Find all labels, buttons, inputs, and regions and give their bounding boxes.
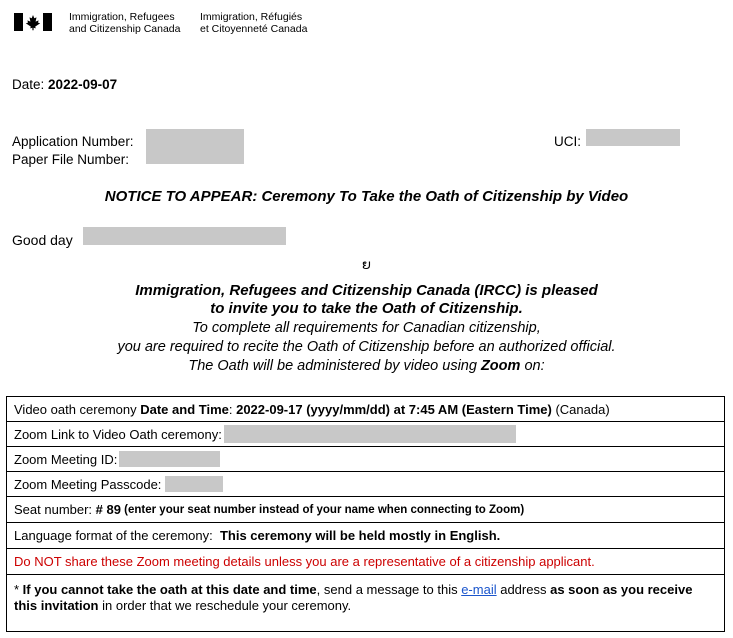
zoom-meeting-id-row <box>7 447 724 472</box>
redacted-paper-file-number <box>146 146 244 164</box>
department-name-english: Immigration, Refugees and Citizenship Canada <box>69 11 181 35</box>
intro-line-1: Immigration, Refugees and Citizenship Canada (IRCC) is pleased <box>135 282 598 299</box>
redacted-application-number <box>146 129 244 147</box>
redacted-applicant-name <box>83 227 286 245</box>
zoom-passcode-row <box>7 472 724 497</box>
date-label: Date: <box>12 77 45 92</box>
zoom-link-row <box>7 422 724 447</box>
sharing-warning-row: Do NOT share these Zoom meeting details unless you are a representative of a citizenship applicant. <box>7 549 724 575</box>
redacted-meeting-id <box>119 451 220 467</box>
greeting: Good day <box>12 232 73 248</box>
redacted-uci <box>586 129 680 146</box>
uci-label: UCI: <box>554 134 581 149</box>
date-line <box>12 77 117 92</box>
intro-line-3: To complete all requirements for Canadian citizenship, <box>192 320 541 336</box>
intro-line-2: to invite you to take the Oath of Citizenship. <box>210 300 523 317</box>
zoom-link-label: Zoom Link to Video Oath ceremony: <box>14 426 222 442</box>
paper-file-number-label: Paper File Number: <box>12 152 130 167</box>
seat-number-row: Seat number: # 89 (enter your seat number instead of your name when connecting to Zoom) <box>7 497 724 523</box>
ornament-glyph: ຍ <box>362 258 371 273</box>
zoom-meeting-id-label: Zoom Meeting ID: <box>14 451 118 467</box>
zoom-passcode-label: Zoom Meeting Passcode: <box>14 476 162 492</box>
seat-number-value: # 89 <box>95 502 121 517</box>
ceremony-date-value: 2022-09-17 (yyyy/mm/dd) at 7:45 AM (Eastern Time) <box>236 401 552 417</box>
application-number-label: Application Number: <box>12 134 134 149</box>
canada-flag-icon <box>14 13 52 31</box>
date-value: 2022-09-07 <box>48 77 118 92</box>
intro-line-5: The Oath will be administered by video using Zoom on: <box>188 358 545 374</box>
language-value: This ceremony will be held mostly in English. <box>219 528 501 543</box>
ceremony-details-box <box>6 396 725 632</box>
reschedule-note-row: * If you cannot take the oath at this date and time, send a message to this e-mail address as soon as you receive this invitation in order that we reschedule your ceremony. <box>14 582 693 613</box>
redacted-zoom-link <box>224 425 516 443</box>
intro-line-4: you are required to recite the Oath of Citizenship before an authorized official. <box>117 339 616 355</box>
notice-title: NOTICE TO APPEAR: Ceremony To Take the Oath of Citizenship by Video <box>104 188 629 205</box>
language-row: Language format of the ceremony: This ceremony will be held mostly in English. <box>7 523 724 549</box>
redacted-passcode <box>165 476 223 492</box>
email-link[interactable]: e-mail <box>461 582 497 597</box>
zoom-word: Zoom <box>480 358 521 374</box>
ceremony-date-row: Video oath ceremony Date and Time : 2022-09-17 (yyyy/mm/dd) at 7:45 AM (Eastern Time) (Canada) <box>7 397 724 422</box>
department-name-french: Immigration, Réfugiés et Citoyenneté Canada <box>200 11 308 35</box>
